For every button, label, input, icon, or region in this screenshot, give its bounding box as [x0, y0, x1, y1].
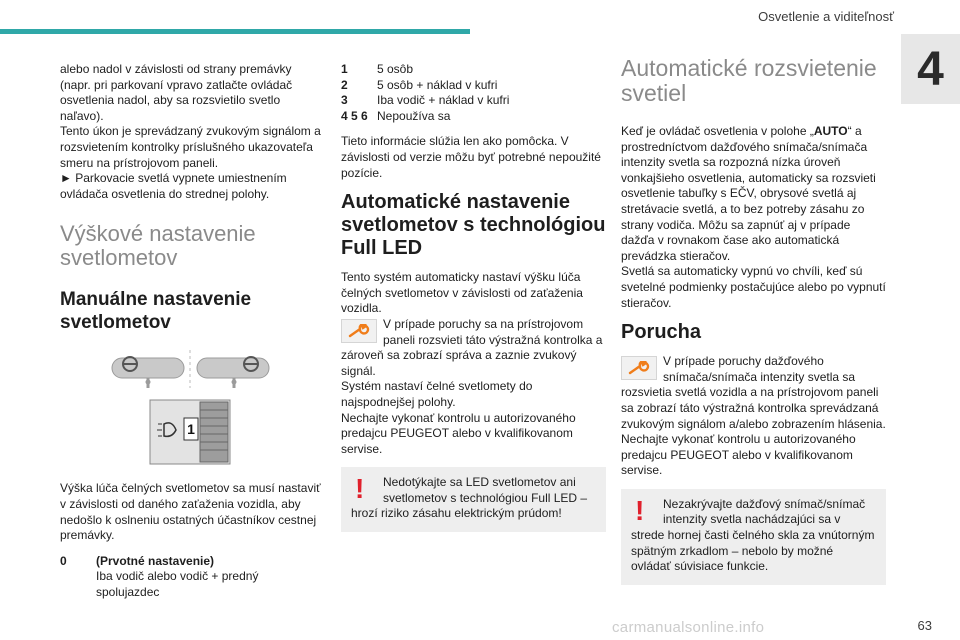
list-item	[341, 109, 606, 125]
paragraph: alebo nadol v závislosti od strany premávky (napr. pri parkovaní vpravo zatlačte ovládač osvetlenia nadol, aby sa rozsvietilo svetlo naľavo).	[60, 62, 293, 123]
section-title: Osvetlenie a viditeľnosť	[758, 9, 894, 24]
column-left	[60, 62, 325, 611]
item-number: 2	[341, 77, 348, 92]
position-list	[60, 554, 325, 601]
item-text: Iba vodič + náklad v kufri	[377, 93, 510, 108]
item-text: Iba vodič alebo vodič + predný spolujazdec	[96, 569, 259, 599]
position-list	[341, 62, 606, 124]
item-text: 5 osôb	[377, 62, 414, 76]
list-item	[341, 93, 606, 109]
headlight-diagram-icon	[60, 344, 325, 469]
paragraph: Výška lúča čelných svetlometov sa musí nastaviť v závislosti od daného zaťaženia vozidla, aby nedošlo k oslneniu ostatných účastníkov cestnej premávky.	[60, 481, 321, 543]
subsection-heading: Manuálne nastavenie svetlometov	[60, 289, 252, 334]
paragraph: Svetlá sa automaticky vypnú vo chvíli, keď sú svetelné podmienky postačujúce alebo po vypnutí stieračov.	[621, 264, 886, 310]
paragraph: Systém nastaví čelné svetlomety do najspodnejšej polohy.	[341, 379, 533, 409]
paragraph: Keď je ovládač osvetlenia v polohe „AUTO“ a prostredníctvom dažďového snímača/snímača intenzity svetla sa rozpozná nízka úroveň vonkajšieho osvetlenia, automaticky sa rozsvieti osvetlenie tabuľky s EČV, obrysové svetlá aj stretávacie svetlá, a to bez potreby zásahu zo strany vodiča. Môžu sa zapnúť aj v prípade dažďa v rovnakom čase ako automatická prevádzka stieračov.	[621, 124, 876, 263]
bullet-paragraph: ► Parkovacie svetlá vypnete umiestnením ovládača osvetlenia do strednej polohy.	[60, 171, 287, 201]
list-item	[341, 78, 606, 94]
subsection-heading: Porucha	[621, 321, 702, 344]
warning-light-text: V prípade poruchy dažďového snímača/snímača intenzity svetla sa rozsvietia svetlá vozidla a na prístrojovom paneli sa zobrazí táto výstražná kontrolka sprevádzaná zvukovým signálom a/alebo zobrazením hlásenia.	[621, 354, 886, 431]
wrench-warning-icon	[621, 356, 657, 380]
paragraph: Nechajte vykonať kontrolu u autorizovaného predajcu PEUGEOT alebo v kvalifikovanom servise.	[341, 410, 576, 456]
paragraph-with-icon	[621, 354, 886, 432]
subsection-heading: Automatické nastavenie svetlometov s technológiou Full LED	[341, 191, 606, 260]
list-item	[60, 554, 325, 570]
item-number: 0	[60, 553, 67, 568]
section-heading: Automatické rozsvietenie svetiel	[621, 55, 877, 106]
item-number: 1	[341, 62, 348, 76]
page-number: 63	[917, 618, 932, 633]
exclamation-icon: !	[355, 473, 365, 505]
item-text: 5 osôb + náklad v kufri	[377, 77, 498, 92]
paragraph: Tento systém automaticky nastaví výšku lúča čelných svetlometov v závislosti od zaťaženia vozidla.	[341, 270, 583, 316]
top-accent-bar	[0, 29, 470, 34]
item-label: (Prvotné nastavenie)	[96, 553, 215, 568]
section-heading: Výškové nastavenie svetlometov	[60, 221, 256, 271]
warning-box	[341, 467, 606, 532]
paragraph: Nechajte vykonať kontrolu u autorizovaného predajcu PEUGEOT alebo v kvalifikovanom servise.	[621, 432, 856, 478]
list-item	[341, 62, 606, 78]
column-middle	[341, 62, 606, 542]
exclamation-icon: !	[635, 494, 645, 526]
paragraph-with-icon	[341, 317, 606, 379]
watermark-url: carmanualsonline.info	[612, 619, 765, 636]
item-number: 3	[341, 93, 348, 108]
auto-label: AUTO	[813, 124, 848, 138]
item-text: Nepoužíva sa	[377, 108, 451, 123]
paragraph: Tento úkon je sprevádzaný zvukovým signálom a rozsvietením kontrolky príslušného ukazovateľa smeru na prístrojovom paneli.	[60, 124, 321, 170]
headlight-adjustment-figure	[60, 344, 325, 469]
column-right	[621, 55, 886, 595]
warning-text: Nezakrývajte dažďový snímač/snímač intenzity svetla nachádzajúci sa v strede hornej časti čelného skla za vnútorným spätným zrkadlom – nebolo by možné ovládať súvisiace funkcie.	[631, 496, 875, 574]
item-number: 4 5 6	[341, 108, 368, 123]
warning-box	[621, 489, 886, 585]
warning-text: Nedotýkajte sa LED svetlometov ani svetlometov s technológiou Full LED – hrozí riziko zásahu elektrickým prúdom!	[351, 475, 588, 521]
warning-light-text: V prípade poruchy sa na prístrojovom paneli rozsvieti táto výstražná kontrolka a zároveň sa zobrazí správa a zaznie zvukový signál.	[341, 316, 603, 378]
wrench-warning-icon	[341, 319, 377, 343]
list-item-detail	[60, 569, 325, 600]
chapter-number: 4	[901, 34, 960, 104]
figure-digit: 1	[187, 421, 195, 438]
paragraph: Tieto informácie slúžia len ako pomôcka. V závislosti od verzie môžu byť potrebné nepoužité pozície.	[341, 134, 601, 180]
